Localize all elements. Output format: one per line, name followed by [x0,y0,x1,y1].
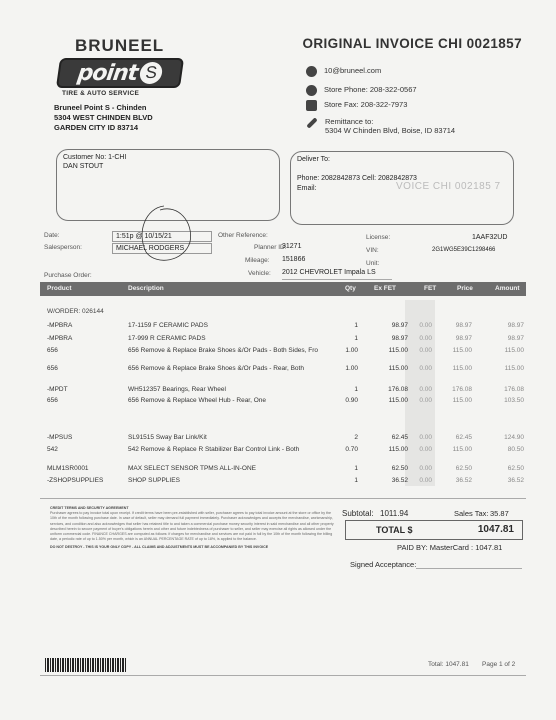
logo-s-icon: S [139,62,164,84]
cell-description: SHOP SUPPLIES [128,477,180,484]
cell-fet: 0.00 [419,347,432,354]
paid-by: PAID BY: MasterCard : 1047.81 [397,543,503,552]
cell-qty: 2 [354,434,358,441]
store-name: Bruneel Point S - Chinden [54,103,147,112]
phone-icon [306,85,317,96]
mileage-label: Mileage: [245,257,270,264]
planner-value: 31271 [282,243,302,250]
vin-value: 2G1WG5E39C1298466 [432,247,496,253]
cell-amount: 98.97 [507,335,524,342]
col-price: Price [457,285,473,292]
cell-ex-fet: 115.00 [388,397,408,404]
customer-name: DAN STOUT [63,163,104,170]
cell-amount: 62.50 [507,465,524,472]
sales-tax-label: Sales Tax: [454,509,489,518]
purchase-order-label: Purchase Order: [44,272,92,279]
remit-label: Remittance to: [325,117,374,126]
sales-tax-value: 35.87 [490,509,509,518]
planner-label: Planner ID: [254,244,287,251]
cell-qty: 1.00 [345,347,358,354]
footer-rule [40,675,526,676]
cell-qty: 0.70 [345,446,358,453]
deliver-email-label: Email: [297,185,317,192]
contact-remit [306,117,455,135]
cell-ex-fet: 176.08 [388,386,408,393]
cell-ex-fet: 98.97 [391,322,408,329]
email-text: 10@bruneel.com [324,66,382,75]
cell-fet: 0.00 [419,446,432,453]
cell-product: 542 [47,446,58,453]
cell-amount: 98.97 [507,322,524,329]
cell-amount: 80.50 [507,446,524,453]
cell-product: -MPDT [47,386,68,393]
cell-price: 115.00 [452,446,472,453]
store-street: 5304 WEST CHINDEN BLVD [54,113,153,122]
cell-price: 115.00 [452,365,472,372]
cell-description: SL91515 Sway Bar Link/Kit [128,434,207,441]
salesperson-label: Salesperson: [44,244,82,251]
vehicle-underline [282,279,392,280]
cell-description: 542 Remove & Replace R Stabilizer Bar Control Link - Both [128,446,300,453]
phone-text: Store Phone: 208-322-0567 [324,85,417,94]
cell-product: -MPSUS [47,434,73,441]
invoice-title: ORIGINAL INVOICE CHI 0021857 [302,36,522,51]
pen-icon [306,117,317,128]
other-ref-label: Other Reference: [218,232,268,239]
cell-fet: 0.00 [419,322,432,329]
logo-text: point [75,60,140,86]
fax-text: Store Fax: 208-322-7973 [324,100,408,109]
terms-body: Purchaser agrees to pay invoice total upon receipt. If credit terms have been pre-established with seller, purchaser agrees to pay total invoice amount at the store or office by the 10th of the month following purchase date. In case of default, seller may demand full payment immediately. Purchaser acknowledges and accepts the merchandise, workmanship, services, and condition and also acknowledges that seller has retained title to and taken a commercial purchase money security interest in said merchandise and all other property described herein to secure payment of buyer's obligations herein and other and future indebtedness of purchaser to seller, and seller may exercise all rights as allowed under the uniform commercial code. FINANCE CHARGES are computed as follows: if charges for merchandise and services are not paid in full by the 10th of the month following the billing date, a periodic rate of up to 1.50% per month, which is an ANNUAL PERCENTAGE RATE of up to 18%, is applied to the balance. [50,511,334,542]
cell-price: 36.52 [455,477,472,484]
total-value: 1047.81 [477,524,514,535]
page-total: Total: 1047.81 [428,661,469,668]
cell-fet: 0.00 [419,465,432,472]
cell-ex-fet: 62.50 [391,465,408,472]
cell-price: 115.00 [452,347,472,354]
store-city: GARDEN CITY ID 83714 [54,123,139,132]
cell-ex-fet: 62.45 [391,434,408,441]
cell-qty: 0.90 [345,397,358,404]
logo-tagline: TIRE & AUTO SERVICE [62,90,140,97]
cell-price: 62.45 [455,434,472,441]
cell-product: -ZSHOPSUPPLIES [47,477,104,484]
cell-fet: 0.00 [419,397,432,404]
date-value: 1:51p @ 10/15/21 [112,231,212,242]
cell-price: 176.08 [452,386,472,393]
cell-description: WH512357 Bearings, Rear Wheel [128,386,226,393]
cell-description: MAX SELECT SENSOR TPMS ALL-IN-ONE [128,465,256,472]
mileage-value: 151866 [282,256,306,263]
table-header [40,282,526,296]
cell-qty: 1 [354,465,358,472]
cell-ex-fet: 115.00 [388,446,408,453]
cell-amount: 115.00 [504,365,524,372]
col-qty: Qty [345,285,356,292]
cell-ex-fet: 36.52 [391,477,408,484]
cell-product: 656 [47,397,58,404]
cell-description: 656 Remove & Replace Wheel Hub - Rear, One [128,397,267,404]
contact-phone [306,85,417,96]
unit-label: Unit: [366,260,380,267]
cell-price: 98.97 [455,322,472,329]
point-s-logo [56,58,184,88]
vin-label: VIN: [366,247,379,254]
credit-terms [50,506,338,551]
deliver-phone: Phone: 2082842873 Cell: 2082842873 [297,175,417,182]
pen-signature-circle [134,202,194,266]
cell-fet: 0.00 [419,477,432,484]
cell-ex-fet: 115.00 [388,347,408,354]
work-order: W/ORDER: 026144 [47,308,104,315]
terms-footer: DO NOT DESTROY - THIS IS YOUR ONLY COPY - ALL CLAIMS AND ADJUSTMENTS MUST BE ACCOMPANIED BY THIS INVOICE [50,545,269,550]
cell-amount: 176.08 [504,386,524,393]
total-box [345,520,523,540]
cell-product: 656 [47,347,58,354]
col-fet: FET [424,285,437,292]
cell-fet: 0.00 [419,434,432,441]
cell-description: 656 Remove & Replace Brake Shoes &/Or Pads - Both Sides, Fro [128,347,319,354]
cell-fet: 0.00 [419,335,432,342]
contact-email [306,66,381,77]
page-number: Page 1 of 2 [482,661,516,668]
barcode [45,658,127,672]
signed-acceptance-label: Signed Acceptance: [350,560,417,569]
cell-description: 656 Remove & Replace Brake Shoes &/Or Pads - Rear, Both [128,365,304,372]
cell-fet: 0.00 [419,386,432,393]
vehicle-value: 2012 CHEVROLET Impala LS [282,269,376,276]
subtotal-label: Subtotal: [342,509,374,518]
cell-amount: 103.50 [504,397,524,404]
cell-ex-fet: 98.97 [391,335,408,342]
cell-qty: 1 [354,335,358,342]
cell-product: -MPBRA [47,335,73,342]
invoice-watermark: VOICE CHI 002185 7 [396,181,501,192]
vehicle-label: Vehicle: [248,270,271,277]
cell-fet: 0.00 [419,365,432,372]
cell-price: 62.50 [455,465,472,472]
deliver-label: Deliver To: [297,156,330,163]
cell-amount: 124.90 [504,434,524,441]
total-label: TOTAL $ [376,525,413,535]
col-ex-fet: Ex FET [374,285,397,292]
date-label: Date: [44,232,60,239]
signature-line [416,568,522,569]
license-value: 1AAF32UD [472,234,508,241]
col-amount: Amount [495,285,520,292]
cell-qty: 1 [354,322,358,329]
cell-price: 115.00 [452,397,472,404]
cell-amount: 115.00 [504,347,524,354]
cell-amount: 36.52 [507,477,524,484]
cell-qty: 1.00 [345,365,358,372]
col-description: Description [128,285,164,292]
customer-number: Customer No: 1-CHI [63,154,127,161]
table-bottom-rule [40,498,526,499]
cell-product: MLM1SR0001 [47,465,89,472]
remit-address: 5304 W Chinden Blvd, Boise, ID 83714 [325,126,456,135]
cell-description: 17-1159 F CERAMIC PADS [128,322,208,329]
cell-qty: 1 [354,386,358,393]
cell-product: -MPBRA [47,322,73,329]
cell-description: 17-999 R CERAMIC PADS [128,335,206,342]
cell-ex-fet: 115.00 [388,365,408,372]
cell-product: 656 [47,365,58,372]
cell-price: 98.97 [455,335,472,342]
col-product: Product [47,285,72,292]
subtotal-value: 1011.94 [380,509,409,518]
fax-icon [306,100,317,111]
salesperson-value: MICHAEL RODGERS [112,243,212,254]
terms-heading: CREDIT TERMS AND SECURITY AGREEMENT [50,506,129,510]
brand-name: BRUNEEL [75,36,165,55]
email-icon [306,66,317,77]
license-label: License: [366,234,391,241]
contact-fax [306,100,407,111]
cell-qty: 1 [354,477,358,484]
